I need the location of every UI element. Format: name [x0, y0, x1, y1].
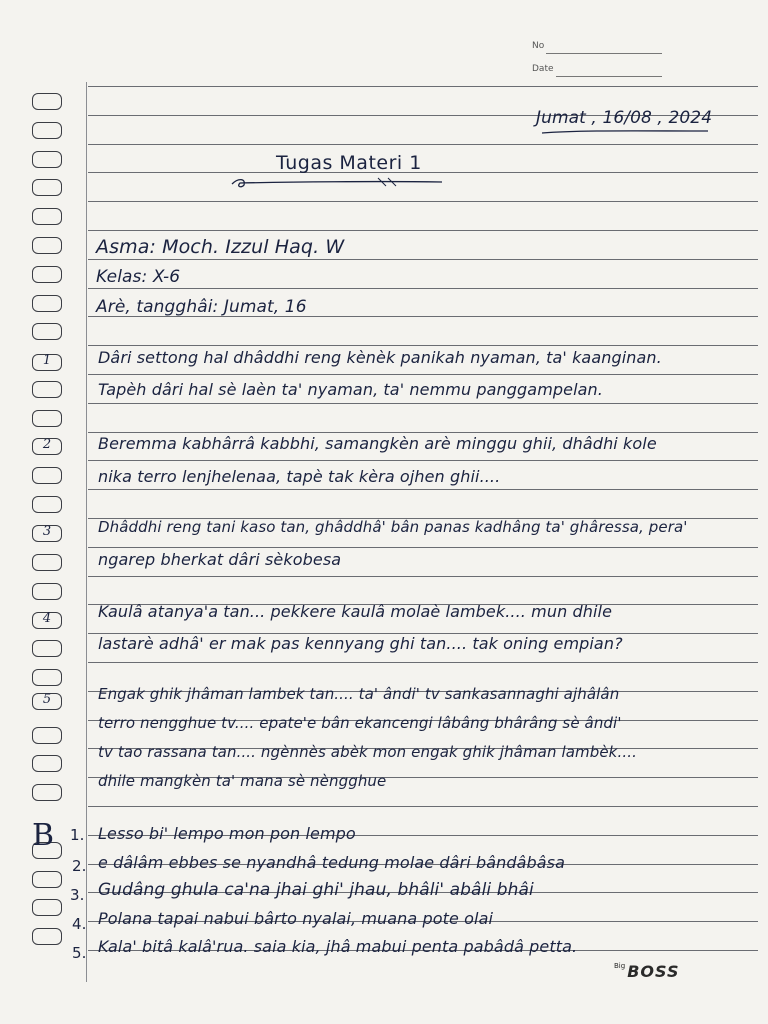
margin-box — [32, 928, 62, 945]
section-b-letter: B — [32, 818, 55, 853]
margin-box — [32, 237, 62, 254]
margin-box — [32, 151, 62, 168]
answer-3-line-2: ngarep bherkat dâri sèkobesa — [98, 550, 342, 569]
answer-5-line-1: Engak ghik jhâman lambek tan.... ta' ândi' tv sankasannaghi ajhâlân — [98, 685, 620, 703]
student-class: Kelas: X-6 — [96, 267, 181, 287]
margin-line — [86, 82, 87, 982]
ruled-line — [88, 86, 758, 87]
margin-box — [32, 179, 62, 196]
answer-1-line-2: Tapèh dâri hal sè laèn ta' nyaman, ta' nemmu panggampelan. — [98, 380, 603, 399]
answer-1-line-1: Dâri settong hal dhâddhi reng kènèk panikah nyaman, ta' kaanginan. — [98, 348, 662, 367]
notebook-brand-logo — [614, 962, 679, 981]
ruled-line — [88, 806, 758, 807]
date-label: Date — [532, 64, 554, 74]
ruled-line — [88, 403, 758, 404]
ruled-line — [88, 288, 758, 289]
item-b-5-number: 5. — [72, 944, 87, 962]
answer-4-line-1: Kaulâ atanya'a tan... pekkere kaulâ molaè lambek.... mun dhile — [98, 602, 613, 621]
ruled-line — [88, 547, 758, 548]
margin-box — [32, 784, 62, 801]
ruled-line — [88, 374, 758, 375]
student-day: Arè, tangghâi: Jumat, 16 — [96, 297, 307, 317]
ruled-line — [88, 432, 758, 433]
item-b-4-text: Polana tapai nabui bârto nyalai, muana pote olai — [98, 909, 494, 928]
margin-box — [32, 122, 62, 139]
item-b-3-text: Gudâng ghula ca'na jhai ghi' jhau, bhâli' abâli bhâi — [98, 880, 534, 900]
page-title: Tugas Materi 1 — [276, 152, 422, 174]
written-date: Jumat , 16/08 , 2024 — [536, 108, 713, 128]
date-underline — [556, 76, 662, 77]
answer-4-line-2: lastarè adhâ' er mak pas kennyang ghi tan.... tak oning empian? — [98, 634, 623, 653]
margin-box — [32, 899, 62, 916]
margin-box — [32, 496, 62, 513]
logo-big-text: BOSS — [627, 962, 680, 981]
item-b-5-text: Kala' bitâ kalâ'rua. saia kia, jhâ mabui penta pabâdâ petta. — [98, 937, 578, 956]
margin-box — [32, 381, 62, 398]
answer-number-box-2: 2 — [32, 438, 62, 455]
ruled-line — [88, 172, 758, 173]
answer-5-line-2: terro nengghue tv.... epate'e bân ekancengi lâbâng bhârâng sè ândi' — [98, 714, 622, 732]
date-underline-stroke — [540, 128, 710, 136]
margin-box — [32, 871, 62, 888]
item-b-2-number: 2. — [72, 857, 87, 875]
answer-number-box-4: 4 — [32, 612, 62, 629]
item-b-2-text: e dâlâm ebbes se nyandhâ tedung molae dâri bândâbâsa — [98, 853, 566, 872]
ruled-line — [88, 259, 758, 260]
item-b-4-number: 4. — [72, 915, 87, 933]
margin-box — [32, 669, 62, 686]
student-name: Asma: Moch. Izzul Haq. W — [96, 236, 345, 258]
answer-number-box-5: 5 — [32, 693, 62, 710]
ruled-line — [88, 576, 758, 577]
item-b-3-number: 3. — [70, 886, 85, 904]
ruled-line — [88, 230, 758, 231]
title-flourish — [228, 176, 448, 190]
answer-number-box-1: 1 — [32, 354, 62, 371]
answer-3-line-1: Dhâddhi reng tani kaso tan, ghâddhâ' bân panas kadhâng ta' ghâressa, pera' — [98, 518, 688, 536]
item-b-1-number: 1. — [70, 826, 85, 844]
margin-box — [32, 93, 62, 110]
margin-box — [32, 410, 62, 427]
ruled-line — [88, 460, 758, 461]
item-b-1-text: Lesso bi' lempo mon pon lempo — [98, 824, 356, 843]
answer-5-line-4: dhile mangkèn ta' mana sè nèngghue — [98, 772, 387, 790]
answer-5-line-3: tv tao rassana tan.... ngènnès abèk mon engak ghik jhâman lambèk.... — [98, 743, 637, 761]
margin-box — [32, 554, 62, 571]
margin-box — [32, 295, 62, 312]
margin-box — [32, 727, 62, 744]
margin-box — [32, 208, 62, 225]
no-label: No — [532, 41, 545, 51]
answer-2-line-2: nika terro lenjhelenaa, tapè tak kèra ojhen ghii.... — [98, 467, 501, 486]
margin-box — [32, 640, 62, 657]
answer-2-line-1: Beremma kabhârrâ kabbhi, samangkèn arè minggu ghii, dhâdhi kole — [98, 434, 657, 453]
ruled-line — [88, 144, 758, 145]
logo-small-text: Big — [614, 962, 626, 970]
margin-box — [32, 266, 62, 283]
margin-box — [32, 323, 62, 340]
ruled-line — [88, 489, 758, 490]
no-underline — [546, 53, 662, 54]
answer-number-box-3: 3 — [32, 525, 62, 542]
margin-box — [32, 755, 62, 772]
margin-box — [32, 583, 62, 600]
margin-box — [32, 467, 62, 484]
ruled-line — [88, 662, 758, 663]
ruled-line — [88, 201, 758, 202]
ruled-line — [88, 345, 758, 346]
